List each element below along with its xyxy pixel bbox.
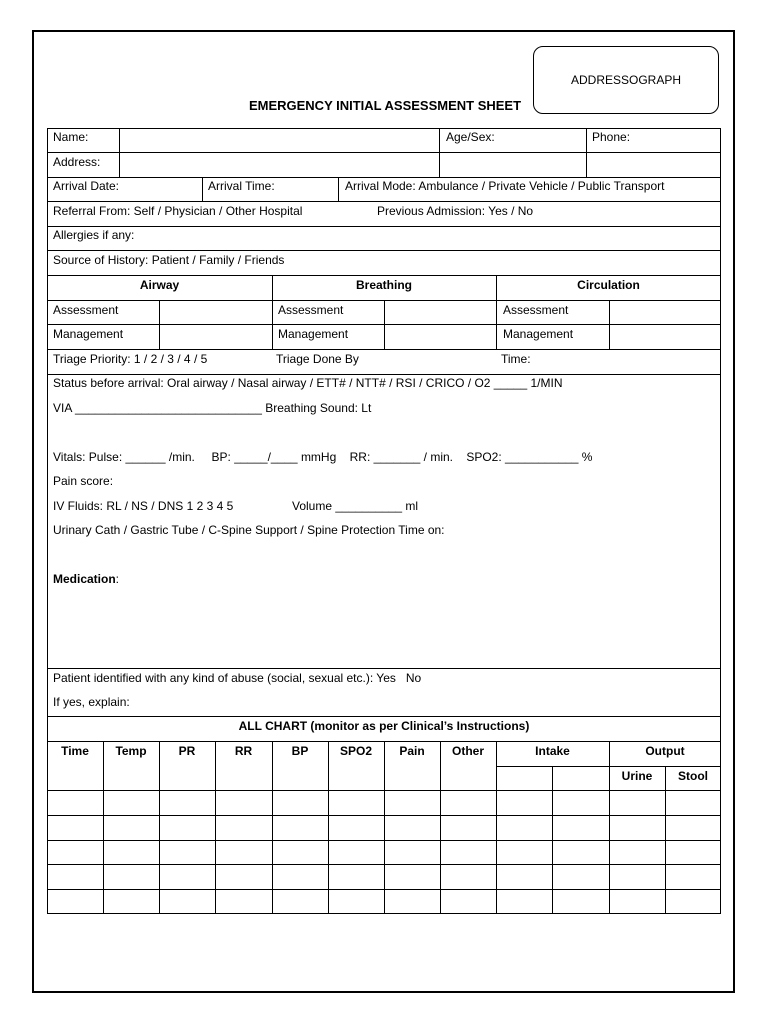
chart-col-rr: RR [234, 744, 253, 758]
via-breathing-sound: VIA ____________________________ Breathing Sound: Lt [53, 401, 372, 415]
breathing-assessment-label: Assessment [278, 303, 344, 317]
chart-col-spo2: SPO2 [339, 744, 372, 758]
medication-label [53, 572, 119, 586]
chart-col-temp: Temp [115, 744, 147, 758]
abuse-explain-label: If yes, explain: [53, 695, 130, 709]
chart-col-intake: Intake [535, 744, 570, 758]
phone-label: Phone: [592, 130, 631, 144]
breathing-management-label: Management [278, 327, 349, 341]
volume-label: Volume __________ ml [292, 499, 419, 513]
addressograph-label: ADDRESSOGRAPH [570, 73, 682, 87]
triage-done-by-label: Triage Done By [276, 352, 359, 366]
triage-time-label: Time: [501, 352, 531, 366]
urinary-cath-line: Urinary Cath / Gastric Tube / C-Spine Support / Spine Protection Time on: [53, 523, 445, 537]
age-sex-label: Age/Sex: [446, 130, 495, 144]
iv-fluids-label: IV Fluids: RL / NS / DNS 1 2 3 4 5 [53, 499, 234, 513]
status-before-arrival: Status before arrival: Oral airway / Nasal airway / ETT# / NTT# / RSI / CRICO / O2 _____ 1/MIN [53, 376, 563, 390]
addressograph-box [533, 46, 719, 114]
name-label: Name: [53, 130, 89, 144]
triage-priority-label: Triage Priority: 1 / 2 / 3 / 4 / 5 [53, 352, 208, 366]
allergies-label: Allergies if any: [53, 228, 135, 242]
medication-label-bold: Medication [53, 572, 116, 586]
medication-colon: : [115, 572, 120, 586]
abuse-question: Patient identified with any kind of abuse (social, sexual etc.): Yes No [53, 671, 422, 685]
circulation-management-label: Management [503, 327, 574, 341]
previous-admission-label: Previous Admission: Yes / No [377, 204, 534, 218]
airway-management-label: Management [53, 327, 124, 341]
chart-col-pr: PR [178, 744, 196, 758]
arrival-mode-label: Arrival Mode: Ambulance / Private Vehicle / Public Transport [345, 179, 665, 193]
chart-col-time: Time [61, 744, 89, 758]
form-title: EMERGENCY INITIAL ASSESSMENT SHEET [248, 98, 522, 113]
chart-col-other: Other [451, 744, 484, 758]
airway-assessment-label: Assessment [53, 303, 119, 317]
address-label: Address: [53, 155, 101, 169]
arrival-date-label: Arrival Date: [53, 179, 120, 193]
chart-col-urine: Urine [621, 769, 653, 783]
chart-col-output: Output [645, 744, 685, 758]
vitals-line: Vitals: Pulse: ______ /min. BP: _____/____ mmHg RR: _______ / min. SPO2: ___________ % [53, 450, 593, 464]
referral-from-label: Referral From: Self / Physician / Other Hospital [53, 204, 303, 218]
circulation-header: Circulation [577, 278, 640, 292]
chart-col-bp: BP [291, 744, 309, 758]
pain-score-label: Pain score: [53, 474, 114, 488]
chart-col-pain: Pain [399, 744, 425, 758]
chart-col-stool: Stool [678, 769, 708, 783]
circulation-assessment-label: Assessment [503, 303, 569, 317]
all-chart-title: ALL CHART (monitor as per Clinical’s Instructions) [238, 719, 530, 733]
arrival-time-label: Arrival Time: [208, 179, 275, 193]
airway-header: Airway [139, 278, 180, 292]
source-history-label: Source of History: Patient / Family / Friends [53, 253, 285, 267]
breathing-header: Breathing [355, 278, 412, 292]
